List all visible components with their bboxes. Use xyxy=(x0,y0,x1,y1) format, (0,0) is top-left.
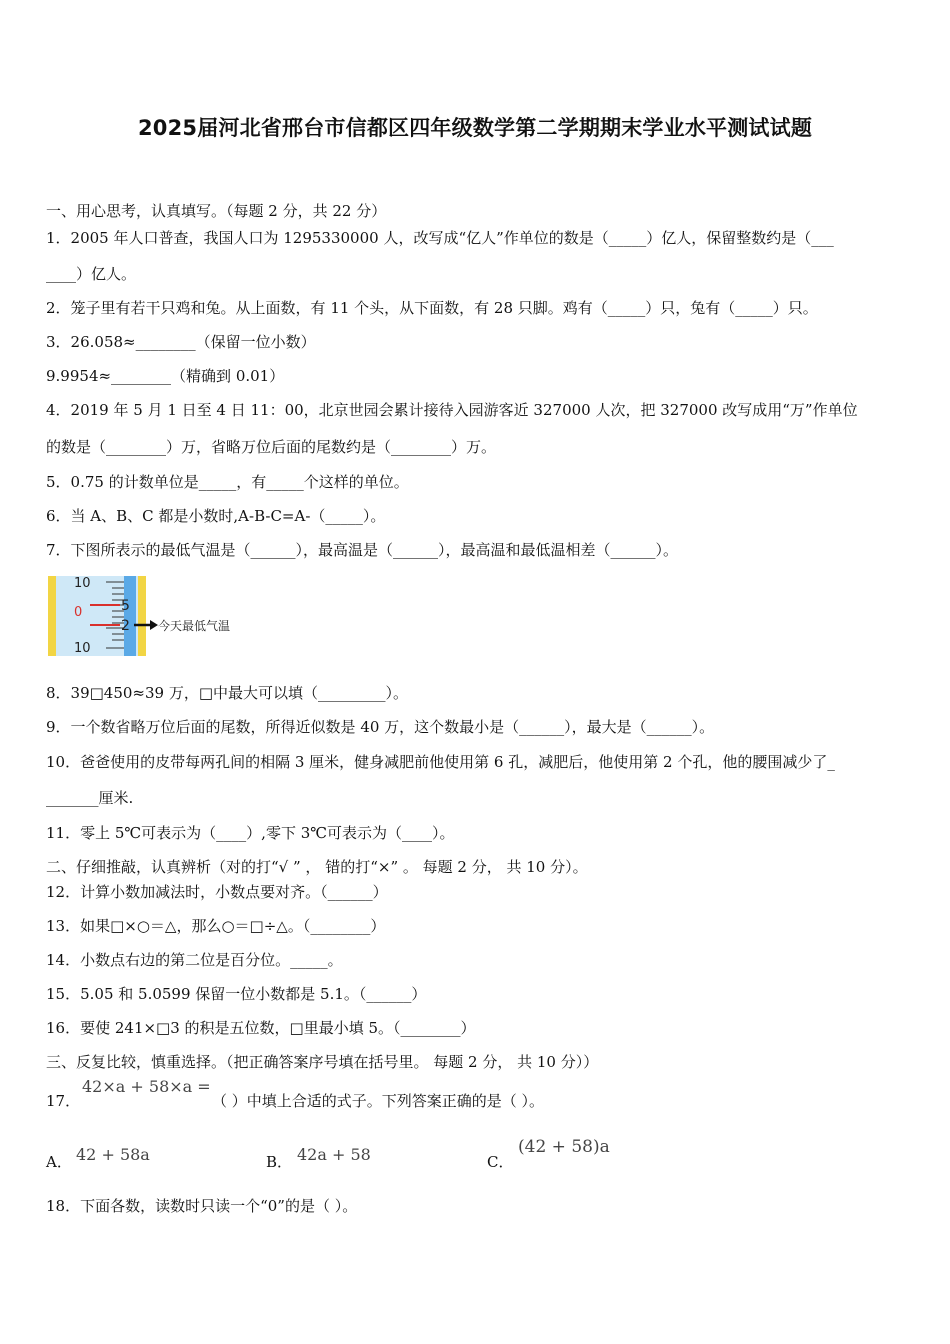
question-5: 5．0.75 的计数单位是_____，有_____个这样的单位。 xyxy=(46,473,409,491)
question-15: 15．5.05 和 5.0599 保留一位小数都是 5.1。（______） xyxy=(46,985,427,1003)
option-a-expression: 42 + 58a xyxy=(76,1145,150,1164)
question-7: 7．下图所表示的最低气温是（______），最高温是（______），最高温和最低温相差（______）。 xyxy=(46,541,679,559)
question-14: 14．小数点右边的第二位是百分位。_____。 xyxy=(46,951,343,969)
question-17-number: 17． xyxy=(46,1092,81,1110)
question-2: 2．笼子里有若干只鸡和兔。从上面数，有 11 个头，从下面数，有 28 只脚。鸡有（_____）只，兔有（_____）只。 xyxy=(46,299,818,317)
question-13: 13．如果□×○＝△，那么○＝□÷△。（________） xyxy=(46,917,386,935)
question-1-line-2: ____）亿人。 xyxy=(46,265,137,283)
option-c-expression: (42 + 58)a xyxy=(518,1137,610,1157)
question-11: 11．零上 5℃可表示为（____）,零下 3℃可表示为（____）。 xyxy=(46,824,455,842)
tick-label-10-bottom: 10 xyxy=(74,641,91,656)
low-temp-label: 今天最低气温 xyxy=(158,619,231,633)
question-18: 18．下面各数，读数时只读一个“0”的是（ ）。 xyxy=(46,1197,358,1215)
question-3-line-2: 9.9954≈________（精确到 0.01） xyxy=(46,367,285,385)
question-10-line-1: 10．爸爸使用的皮带每两孔间的相隔 3 厘米，健身减肥前他使用第 6 孔，减肥后，他使用第 2 个孔，他的腰围减少了_ xyxy=(46,753,835,771)
page-title: 2025届河北省邢台市信都区四年级数学第二学期期末学业水平测试试题 xyxy=(137,116,813,140)
tick-label-0: 0 xyxy=(74,605,83,620)
question-17-expression: 42×a + 58×a = xyxy=(82,1077,211,1096)
arrow-head-icon xyxy=(150,620,158,630)
thermometer-figure xyxy=(46,574,246,658)
option-b-expression: 42a + 58 xyxy=(297,1145,371,1164)
thermometer-tube xyxy=(124,576,136,656)
question-17-text: （ ）中填上合适的式子。下列答案正确的是（ ）。 xyxy=(212,1092,545,1110)
question-12: 12．计算小数加减法时，小数点要对齐。（______） xyxy=(46,883,388,901)
question-16: 16．要使 241×□3 的积是五位数，□里最小填 5。（________） xyxy=(46,1019,476,1037)
question-9: 9．一个数省略万位后面的尾数，所得近似数是 40 万，这个数最小是（______），最大是（______）。 xyxy=(46,718,715,736)
question-6: 6．当 A、B、C 都是小数时,A-B-C=A-（_____）。 xyxy=(46,507,386,525)
question-8: 8．39□450≈39 万，□中最大可以填（_________）。 xyxy=(46,684,409,702)
option-c-label: C． xyxy=(487,1153,514,1171)
question-10-line-2: _______厘米. xyxy=(46,789,134,807)
section-1-heading: 一、用心思考，认真填写。（每题 2 分，共 22 分） xyxy=(46,202,387,220)
question-1-line-1: 1．2005 年人口普查，我国人口为 1295330000 人，改写成“亿人”作单位的数是（_____）亿人，保留整数约是（___ xyxy=(46,229,834,247)
question-4-line-2: 的数是（________）万，省略万位后面的尾数约是（________）万。 xyxy=(46,438,497,456)
section-2-heading: 二、仔细推敲，认真辨析（对的打“√ ” ， 错的打“×” 。 每题 2 分， 共 10 分）。 xyxy=(46,858,588,876)
option-a-label: A． xyxy=(46,1153,72,1171)
question-3-line-1: 3．26.058≈________（保留一位小数） xyxy=(46,333,316,351)
tick-label-5: 5 xyxy=(121,598,130,614)
section-3-heading: 三、反复比较，慎重选择。（把正确答案序号填在括号里。 每题 2 分， 共 10 分）） xyxy=(46,1053,599,1071)
tick-label-2: 2 xyxy=(121,618,130,634)
question-4-line-1: 4．2019 年 5 月 1 日至 4 日 11：00，北京世园会累计接待入园游客近 327000 人次，把 327000 改写成用“万”作单位 xyxy=(46,401,858,419)
option-b-label: B． xyxy=(266,1153,293,1171)
tick-label-10-top: 10 xyxy=(74,576,91,591)
